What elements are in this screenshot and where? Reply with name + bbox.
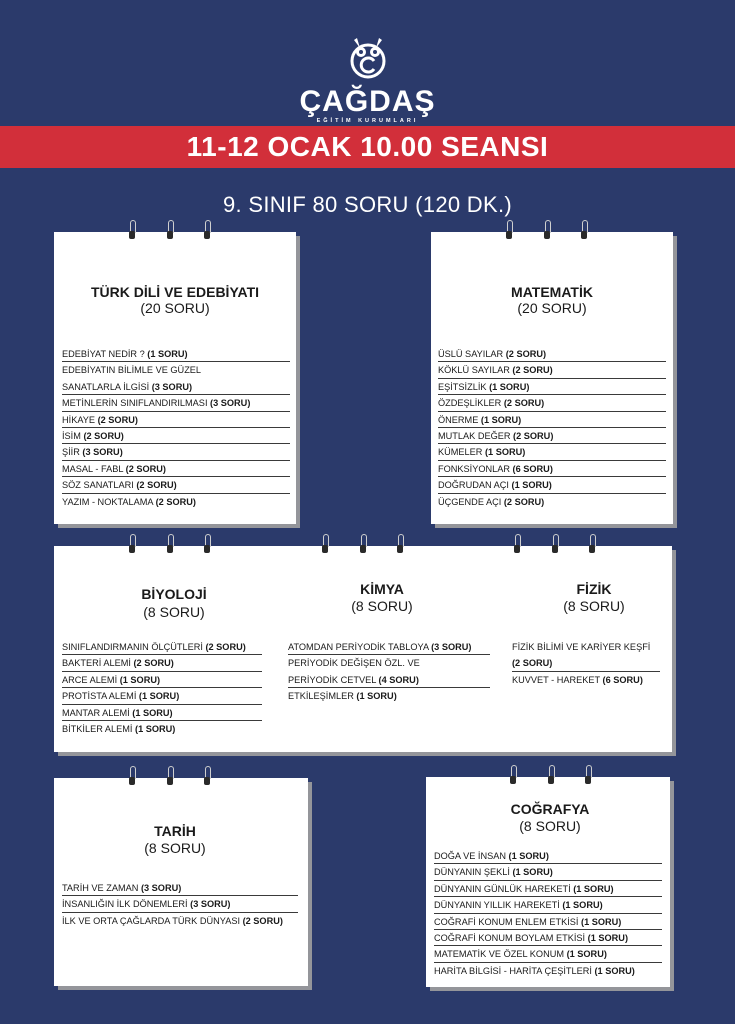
topic-name: KUVVET - HAREKET: [512, 674, 603, 685]
list-item: [62, 913, 298, 929]
list-item: [512, 672, 660, 688]
list-item: [434, 914, 662, 930]
list-item: [62, 705, 262, 721]
ring-icon: [129, 534, 135, 554]
topic-name: MUTLAK DEĞER: [438, 430, 514, 441]
list-item: [438, 412, 666, 428]
question-count: (2 SORU): [97, 414, 138, 425]
brand-logo: [0, 34, 735, 124]
list-item: [62, 379, 290, 395]
ring-icon: [552, 534, 558, 554]
topic-list-kimya: [288, 639, 490, 705]
question-count: (2 SORU): [155, 496, 196, 507]
list-item: [62, 721, 262, 737]
topic-name: ÜSLÜ SAYILAR: [438, 349, 506, 359]
list-item: [288, 688, 490, 704]
list-item: [62, 444, 290, 460]
topic-name: SINIFLANDIRMANIN ÖLÇÜTLERİ: [62, 642, 206, 652]
section-count: (8 SORU): [144, 840, 206, 856]
question-count: (1 SORU): [581, 916, 622, 927]
card-tarih: [54, 778, 308, 986]
topic-name: HİKAYE: [62, 414, 98, 425]
question-count: (1 SORU): [147, 349, 188, 359]
question-count: (2 SORU): [512, 658, 553, 669]
spiral-binding: [431, 220, 673, 244]
list-item: [434, 848, 662, 864]
question-count: (1 SORU): [132, 707, 173, 718]
topic-name: SÖZ SANATLARI: [62, 480, 137, 491]
exam-subtitle: 9. SINIF 80 SORU (120 DK.): [223, 192, 512, 217]
list-item: [62, 362, 290, 378]
topic-list: [62, 346, 290, 510]
question-count: (1 SORU): [511, 480, 552, 491]
question-count: (3 SORU): [190, 899, 231, 910]
session-banner: 11-12 OCAK 10.00 SEANSI: [0, 126, 735, 168]
ring-icon: [204, 220, 210, 240]
list-item: [434, 963, 662, 979]
section-title: TÜRK DİLİ VE EDEBİYATI: [90, 284, 260, 300]
list-item: [288, 672, 490, 688]
section-title-fizik: FİZİK: [576, 581, 612, 597]
topic-name: ÖZDEŞLİKLER: [438, 398, 504, 409]
ring-icon: [514, 534, 520, 554]
question-count: (1 SORU): [480, 414, 522, 425]
list-item: [62, 655, 262, 671]
ring-icon: [322, 534, 328, 554]
ring-icon: [510, 765, 516, 785]
question-count: (3 SORU): [431, 642, 472, 652]
list-item: [434, 864, 662, 880]
question-count: (2 SORU): [505, 349, 547, 359]
topic-name: FİZİK BİLİMİ VE KARİYER KEŞFİ: [512, 642, 651, 652]
question-count: (1 SORU): [594, 965, 635, 976]
list-item: [512, 655, 660, 671]
card-fen: [54, 546, 672, 752]
section-title: COĞRAFYA: [510, 801, 590, 817]
topic-name: MATEMATİK VE ÖZEL KONUM: [434, 949, 567, 960]
question-count: (3 SORU): [151, 381, 193, 392]
question-count: (2 SORU): [503, 496, 545, 507]
question-count: (3 SORU): [140, 883, 182, 893]
topic-name: İSİM: [62, 430, 84, 441]
section-count-fizik: (8 SORU): [563, 598, 625, 614]
list-item: [62, 494, 290, 510]
card-cografya: [426, 777, 670, 987]
list-item: [438, 461, 666, 477]
topic-name: EDEBİYAT NEDİR ?: [62, 349, 148, 359]
list-item: [288, 655, 490, 671]
question-count: (1 SORU): [566, 949, 607, 960]
topic-name: DÜNYANIN ŞEKLİ: [434, 867, 513, 878]
topic-name: ARCE ALEMİ: [62, 674, 120, 685]
topic-name: HARİTA BİLGİSİ - HARİTA ÇEŞİTLERİ: [434, 965, 595, 976]
question-count: (1 SORU): [562, 900, 603, 911]
topic-name: SANATLARLA İLGİSİ: [62, 381, 152, 392]
question-count: (1 SORU): [508, 851, 549, 861]
question-count: (6 SORU): [602, 674, 643, 685]
topic-name: MANTAR ALEMİ: [62, 707, 133, 718]
question-count: (1 SORU): [135, 723, 176, 734]
topic-name: DOĞA VE İNSAN: [434, 851, 509, 861]
question-count: (2 SORU): [125, 463, 166, 474]
question-count: (2 SORU): [136, 480, 177, 491]
topic-name: COĞRAFİ KONUM BOYLAM ETKİSİ: [434, 932, 588, 943]
question-count: (6 SORU): [512, 463, 553, 474]
spiral-binding: [54, 534, 672, 558]
list-item: [62, 688, 262, 704]
list-item: [62, 639, 262, 655]
list-item: [438, 346, 666, 362]
question-count: (1 SORU): [512, 867, 553, 878]
ring-icon: [544, 220, 550, 240]
topic-name: İNSANLIĞIN İLK DÖNEMLERİ: [62, 899, 191, 910]
list-item: [434, 897, 662, 913]
topic-name: BAKTERİ ALEMİ: [62, 658, 134, 669]
list-item: [62, 880, 298, 896]
topic-name: METİNLERİN SINIFLANDIRILMASI: [62, 398, 211, 409]
list-item: [62, 346, 290, 362]
section-title: TARİH: [154, 823, 196, 839]
ring-icon: [167, 766, 173, 786]
question-count: (1 SORU): [573, 883, 614, 894]
question-count: (2 SORU): [205, 642, 246, 652]
owl-logo-icon: [346, 34, 390, 80]
ring-icon: [167, 220, 173, 240]
section-title-kimya: KİMYA: [360, 581, 404, 597]
ring-icon: [581, 220, 587, 240]
list-item: [62, 672, 262, 688]
question-count: (1 SORU): [587, 932, 628, 943]
section-count-biyoloji: (8 SORU): [143, 604, 205, 620]
topic-name: TARİH VE ZAMAN: [62, 883, 141, 893]
card-turk-dili: [54, 232, 296, 524]
section-count: (8 SORU): [519, 818, 581, 834]
topic-name: ETKİLEŞİMLER: [288, 691, 357, 702]
list-item: [438, 494, 666, 510]
topic-name: YAZIM - NOKTALAMA: [62, 496, 156, 507]
list-item: [438, 379, 666, 395]
card-matematik: [431, 232, 673, 524]
topic-name: FONKSİYONLAR: [438, 463, 513, 474]
topic-name: EDEBİYATIN BİLİMLE VE GÜZEL: [62, 365, 202, 376]
section-count: (20 SORU): [140, 300, 210, 316]
question-count: (1 SORU): [119, 674, 161, 685]
question-count: (1 SORU): [484, 447, 526, 458]
topic-name: DÜNYANIN GÜNLÜK HAREKETİ: [434, 883, 574, 894]
topic-name: KÖKLÜ SAYILAR: [438, 365, 513, 376]
question-count: (4 SORU): [378, 674, 419, 685]
spiral-binding: [426, 765, 670, 789]
brand-tagline: EĞİTİM KURUMLARI: [316, 118, 419, 124]
ring-icon: [129, 766, 135, 786]
topic-list-biyoloji: [62, 639, 262, 737]
section-title: MATEMATİK: [511, 284, 593, 300]
question-count: (2 SORU): [83, 430, 124, 441]
ring-icon: [129, 220, 135, 240]
list-item: [62, 395, 290, 411]
topic-name: ŞİİR: [62, 447, 83, 458]
topic-list: [62, 880, 298, 929]
topic-name: ÜÇGENDE AÇI: [438, 496, 504, 507]
list-item: [438, 428, 666, 444]
ring-icon: [548, 765, 554, 785]
question-count: (1 SORU): [356, 691, 397, 702]
ring-icon: [167, 534, 173, 554]
list-item: [62, 412, 290, 428]
list-item: [62, 428, 290, 444]
topic-name: İLK VE ORTA ÇAĞLARDA TÜRK DÜNYASI: [62, 915, 243, 926]
topic-list-fizik: [512, 639, 660, 688]
question-count: (2 SORU): [133, 658, 174, 669]
topic-name: DÜNYANIN YILLIK HAREKETİ: [434, 900, 563, 911]
ring-icon: [585, 765, 591, 785]
ring-icon: [204, 534, 210, 554]
ring-icon: [506, 220, 512, 240]
section-count-kimya: (8 SORU): [351, 598, 413, 614]
topic-list: [434, 848, 662, 979]
topic-name: PROTİSTA ALEMİ: [62, 691, 139, 702]
topic-name: MASAL - FABL: [62, 463, 126, 474]
list-item: [512, 639, 660, 655]
list-item: [438, 477, 666, 493]
topic-name: ATOMDAN PERİYODİK TABLOYA: [288, 642, 432, 652]
topic-name: PERİYODİK DEĞİŞEN ÖZL. VE: [288, 658, 420, 669]
list-item: [434, 930, 662, 946]
spiral-binding: [54, 220, 296, 244]
question-count: (1 SORU): [489, 381, 530, 392]
section-count: (20 SORU): [517, 300, 587, 316]
topic-name: PERİYODİK CETVEL: [288, 674, 379, 685]
question-count: (2 SORU): [512, 365, 553, 376]
list-item: [434, 881, 662, 897]
topic-list: [438, 346, 666, 510]
topic-name: DOĞRUDAN AÇI: [438, 480, 512, 491]
question-count: (2 SORU): [242, 915, 283, 926]
question-count: (2 SORU): [503, 398, 545, 409]
spiral-binding: [54, 766, 308, 790]
question-count: (2 SORU): [513, 430, 554, 441]
list-item: [62, 477, 290, 493]
question-count: (1 SORU): [138, 691, 180, 702]
topic-name: ÖNERME: [438, 414, 481, 425]
list-item: [438, 444, 666, 460]
section-title-biyoloji: BİYOLOJİ: [141, 586, 207, 602]
ring-icon: [360, 534, 366, 554]
list-item: [438, 395, 666, 411]
list-item: [62, 896, 298, 912]
topic-name: BİTKİLER ALEMİ: [62, 723, 136, 734]
topic-name: KÜMELER: [438, 447, 485, 458]
topic-name: COĞRAFİ KONUM ENLEM ETKİSİ: [434, 916, 582, 927]
list-item: [288, 639, 490, 655]
list-item: [62, 461, 290, 477]
question-count: (3 SORU): [210, 398, 251, 409]
ring-icon: [589, 534, 595, 554]
topic-name: EŞİTSİZLİK: [438, 381, 490, 392]
list-item: [438, 362, 666, 378]
ring-icon: [397, 534, 403, 554]
list-item: [434, 946, 662, 962]
brand-name: ÇAĞDAŞ: [299, 85, 436, 118]
question-count: (3 SORU): [82, 447, 123, 458]
ring-icon: [204, 766, 210, 786]
